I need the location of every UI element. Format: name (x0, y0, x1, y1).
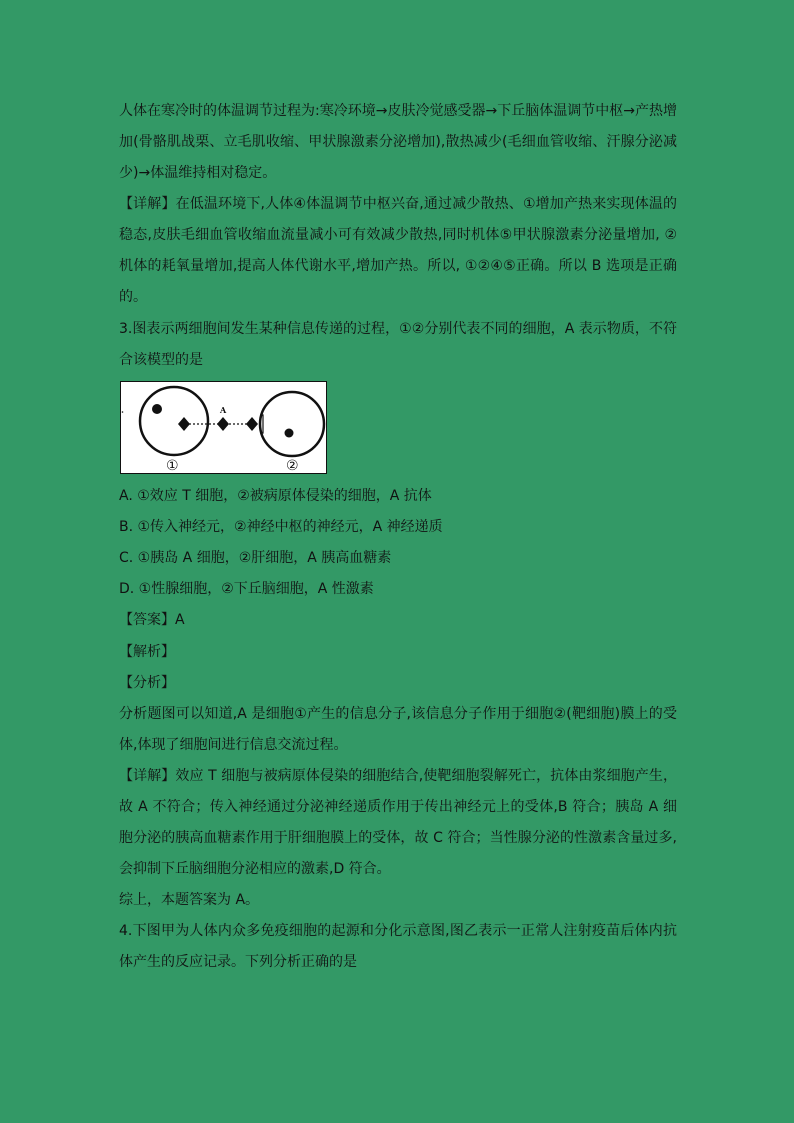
cell-1-membrane (140, 387, 208, 455)
signal-molecule-a (217, 417, 229, 431)
analysis-subheading: 【分析】 (119, 675, 175, 691)
answer-label: 【答案】A (119, 612, 185, 628)
option-b: B. ①传入神经元，②神经中枢的神经元，A 神经递质 (119, 519, 443, 535)
label-a: A (220, 405, 227, 415)
label-cell-2: ② (286, 458, 299, 473)
signal-molecule-release (178, 417, 190, 431)
cell-1-nucleus (152, 404, 162, 414)
option-c: C. ①胰岛 A 细胞，②肝细胞，A 胰高血糖素 (119, 550, 392, 566)
question-4: 4.下图甲为人体内众多免疫细胞的起源和分化示意图,图乙表示一正常人注射疫苗后体内抗体产生的反应记录。下列分析正确的是 (119, 923, 677, 970)
cell-2-nucleus (285, 429, 294, 438)
paragraph-analysis: 分析题图可以知道,A 是细胞①产生的信息分子,该信息分子作用于细胞②(靶细胞)膜上的受体,体现了细胞间进行信息交流过程。 (119, 706, 677, 753)
cell-signaling-figure (120, 381, 327, 474)
summary-line: 综上，本题答案为 A。 (119, 892, 260, 908)
edge-mark (122, 411, 124, 413)
signal-molecule-bound (246, 417, 258, 431)
option-d: D. ①性腺细胞，②下丘脑细胞，A 性激素 (119, 581, 374, 597)
paragraph-detail-1: 【详解】在低温环境下,人体④体温调节中枢兴奋,通过减少散热、①增加产热来实现体温的稳态,皮肤毛细血管收缩血流量减小可有效减少散热,同时机体⑤甲状腺激素分泌量增加, ②机体的耗氧量增加,提高人体代谢水平,增加产热。所以, ①②④⑤正确。所以 B 选项是正确的。 (119, 196, 677, 305)
option-a: A. ①效应 T 细胞，②被病原体侵染的细胞，A 抗体 (119, 488, 432, 504)
question-3: 3.图表示两细胞间发生某种信息传递的过程，①②分别代表不同的细胞，A 表示物质，不符合该模型的是 (119, 321, 677, 368)
cell-2-membrane (260, 392, 324, 456)
label-cell-1: ① (166, 458, 179, 473)
paragraph-temperature-regulation: 人体在寒冷时的体温调节过程为:寒冷环境→皮肤冷觉感受器→下丘脑体温调节中枢→产热增加(骨骼肌战栗、立毛肌收缩、甲状腺激素分泌增加),散热减少(毛细血管收缩、汗腺分泌减少)→体温维持相对稳定。 (119, 103, 677, 181)
cell-signaling-diagram (121, 382, 326, 473)
analysis-heading: 【解析】 (119, 644, 175, 660)
paragraph-detail-2: 【详解】效应 T 细胞与被病原体侵染的细胞结合,使靶细胞裂解死亡，抗体由浆细胞产生，故 A 不符合；传入神经通过分泌神经递质作用于传出神经元上的受体,B 符合；胰岛 A 细胞分泌的胰高血糖素作用于肝细胞膜上的受体，故 C 符合；当性腺分泌的性激素含量过多,会抑制下丘脑细胞分泌相应的激素,D 符合。 (119, 768, 677, 877)
